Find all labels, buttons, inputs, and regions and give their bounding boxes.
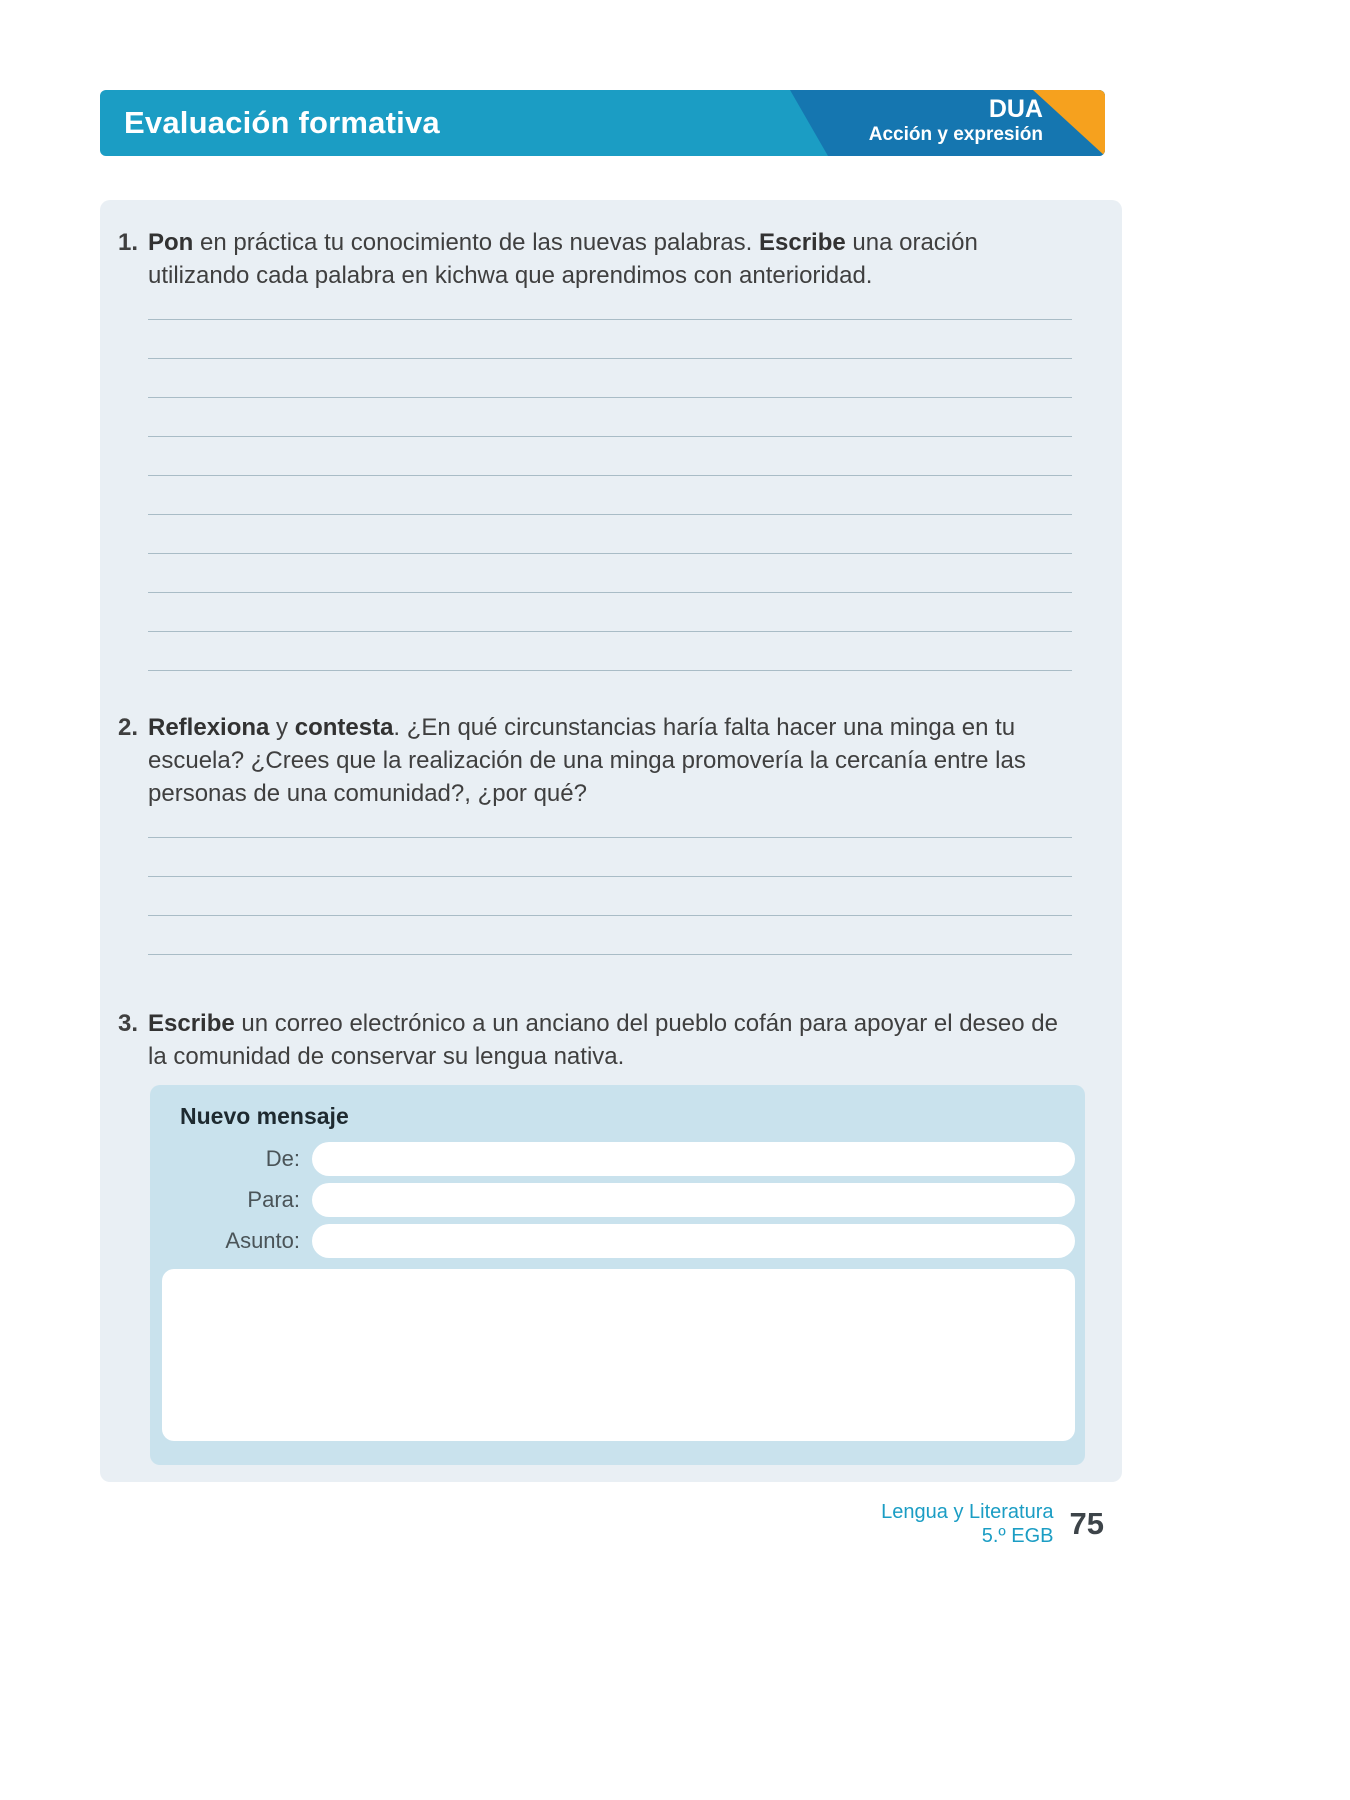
item-2-text: y — [269, 714, 295, 741]
page-footer — [881, 1500, 1104, 1548]
item-1-verb: Pon — [148, 229, 194, 256]
item-3-verb: Escribe — [148, 1010, 235, 1037]
answer-line[interactable] — [148, 320, 1072, 359]
answer-line[interactable] — [148, 437, 1072, 476]
footer-subject-block — [881, 1500, 1053, 1548]
item-1-instruction — [148, 226, 1072, 292]
email-subject-row — [162, 1224, 1075, 1258]
item-1-text: en práctica tu conocimiento de las nuevas palabras. — [193, 229, 759, 256]
exercise-item-1 — [118, 226, 1072, 292]
answer-line[interactable] — [148, 593, 1072, 632]
email-from-row — [162, 1142, 1075, 1176]
email-from-input[interactable] — [312, 1142, 1075, 1176]
item-1-text-2: una oración utilizando cada palabra en kichwa que aprendimos con anterioridad. — [148, 229, 978, 289]
answer-line[interactable] — [148, 810, 1072, 838]
answer-line[interactable] — [148, 476, 1072, 515]
item-2-text-2: . ¿En qué circunstancias haría falta hacer una minga en tu escuela? ¿Crees que la realización de una minga promovería la cercanía entre las personas de una comunidad?, ¿por qué? — [148, 714, 1026, 807]
section-title: Evaluación formativa — [124, 105, 440, 140]
email-compose-title: Nuevo mensaje — [180, 1103, 349, 1129]
dua-badge-title: DUA — [988, 95, 1043, 123]
item-1-verb-2: Escribe — [759, 229, 846, 256]
item-2-instruction — [148, 711, 1072, 810]
email-body-input[interactable] — [162, 1269, 1075, 1441]
answer-line[interactable] — [148, 877, 1072, 916]
answer-line[interactable] — [148, 554, 1072, 593]
item-1-answer-area — [148, 292, 1072, 671]
spacer — [118, 955, 1072, 1007]
answer-line[interactable] — [148, 398, 1072, 437]
answer-line[interactable] — [148, 359, 1072, 398]
page-number: 75 — [1069, 1506, 1104, 1541]
email-compose-panel — [150, 1085, 1085, 1465]
email-to-row — [162, 1183, 1075, 1217]
email-subject-input[interactable] — [312, 1224, 1075, 1258]
item-2-number: 2. — [118, 714, 139, 741]
item-3-text: un correo electrónico a un anciano del pueblo cofán para apoyar el deseo de la comunidad de conservar su lengua nativa. — [148, 1010, 1058, 1070]
email-to-label: Para: — [247, 1187, 300, 1212]
answer-line[interactable] — [148, 632, 1072, 671]
item-2-verb-2: contesta — [294, 714, 394, 741]
email-from-label: De: — [265, 1146, 300, 1171]
answer-line[interactable] — [148, 292, 1072, 320]
item-3-instruction — [148, 1007, 1072, 1073]
spacer — [118, 671, 1072, 711]
footer-grade: 5.º EGB — [981, 1525, 1054, 1547]
email-subject-label: Asunto: — [225, 1228, 300, 1253]
item-2-answer-area — [148, 810, 1072, 955]
item-3-number: 3. — [118, 1010, 139, 1037]
content-panel — [100, 200, 1122, 1482]
dua-badge-subtitle: Acción y expresión — [868, 123, 1043, 145]
item-1-number: 1. — [118, 229, 139, 256]
answer-line[interactable] — [148, 838, 1072, 877]
answer-line[interactable] — [148, 515, 1072, 554]
section-header — [100, 90, 1105, 156]
exercise-item-3 — [118, 1007, 1072, 1073]
item-2-verb: Reflexiona — [148, 714, 270, 741]
dua-badge-text — [869, 95, 1043, 146]
email-to-input[interactable] — [312, 1183, 1075, 1217]
footer-subject: Lengua y Literatura — [881, 1501, 1054, 1523]
exercise-item-2 — [118, 711, 1072, 810]
answer-line[interactable] — [148, 916, 1072, 955]
